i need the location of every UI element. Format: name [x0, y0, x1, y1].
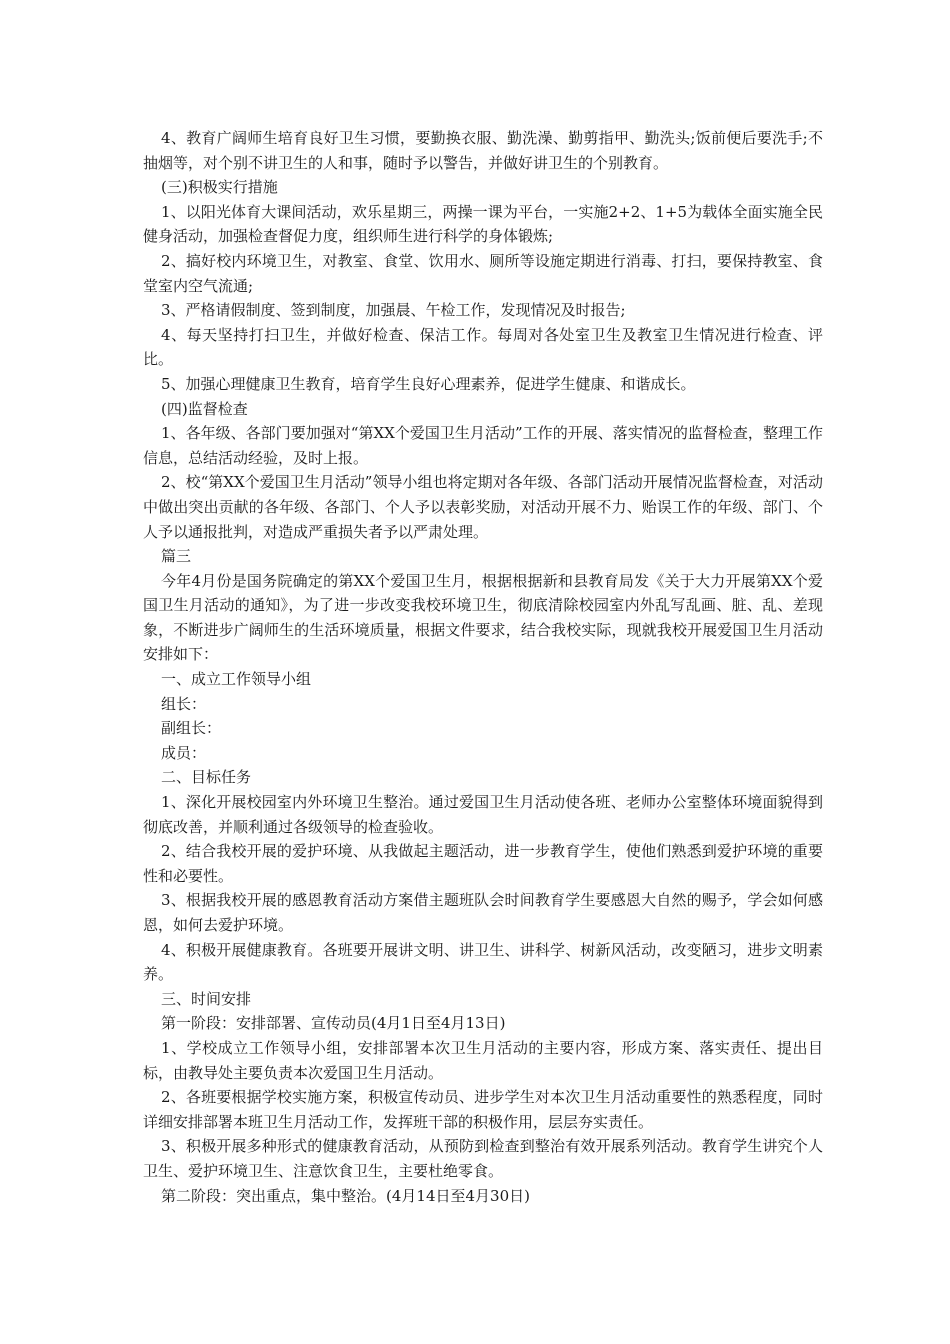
- role-line: 组长：: [161, 694, 207, 713]
- paragraph: 5、加强心理健康卫生教育，培育学生良好心理素养，促进学生健康、和谐成长。: [161, 374, 696, 393]
- role-line: 副组长：: [161, 719, 222, 738]
- paragraph: 1、学校成立工作领导小组，安排部署本次卫生月活动的主要内容，形成方案、落实责任、提出目标，由教导处主要负责本次爱国卫生月活动。: [143, 1038, 823, 1082]
- paragraph: 1、深化开展校园室内外环境卫生整治。通过爱国卫生月活动使各班、老师办公室整体环境面貌得到彻底改善，并顺利通过各级领导的检查验收。: [143, 793, 823, 836]
- role-line: 成员：: [161, 743, 207, 762]
- section-heading: 三、时间安排: [161, 989, 252, 1008]
- paragraph: 3、积极开展多种形式的健康教育活动，从预防到检查到整治有效开展系列活动。教育学生讲究个人卫生、爱护环境卫生、注意饮食卫生，主要杜绝零食。: [143, 1137, 823, 1180]
- part-heading: 篇三: [161, 547, 192, 566]
- paragraph: 3、严格请假制度、签到制度，加强晨、午检工作，发现情况及时报告;: [161, 301, 626, 320]
- section-heading: 一、成立工作领导小组: [161, 670, 312, 689]
- section-heading: 二、目标任务: [161, 768, 252, 787]
- paragraph: 2、校“第XX个爱国卫生月活动”领导小组也将定期对各年级、各部门活动开展情况监督检查，对活动中做出突出贡献的各年级、各部门、个人予以表彰奖励，对活动开展不力、贻误工作的年级、部门、个人予以通报批判，对造成严重损失者予以严肃处理。: [143, 473, 823, 541]
- paragraph: 2、结合我校开展的爱护环境、从我做起主题活动，进一步教育学生，使他们熟悉到爱护环境的重要性和必要性。: [143, 842, 823, 885]
- paragraph: 1、以阳光体育大课间活动，欢乐星期三，两操一课为平台，一实施2+2、1+5为载体全面实施全民健身活动，加强检查督促力度，组织师生进行科学的身体锻炼;: [143, 202, 823, 246]
- document-body: [143, 126, 823, 1208]
- paragraph: 4、积极开展健康教育。各班要开展讲文明、讲卫生、讲科学、树新风活动，改变陋习，进步文明素养。: [143, 940, 823, 984]
- paragraph: 3、根据我校开展的感恩教育活动方案借主题班队会时间教育学生要感恩大自然的赐予，学会如何感恩，如何去爱护环境。: [143, 891, 823, 934]
- section-heading: (四)监督检查: [161, 399, 248, 418]
- paragraph: 4、每天坚持打扫卫生，并做好检查、保洁工作。每周对各处室卫生及教室卫生情况进行检查、评比。: [143, 325, 823, 369]
- section-heading: (三)积极实行措施: [161, 178, 278, 197]
- paragraph: 4、教育广阔师生培育良好卫生习惯，要勤换衣服、勤洗澡、勤剪指甲、勤洗头;饭前便后要洗手;不抽烟等，对个别不讲卫生的人和事，随时予以警告，并做好讲卫生的个别教育。: [143, 129, 823, 172]
- paragraph: 2、各班要根据学校实施方案，积极宣传动员、进步学生对本次卫生月活动重要性的熟悉程度，同时详细安排部署本班卫生月活动工作，发挥班干部的积极作用，层层夯实责任。: [143, 1088, 823, 1131]
- stage-heading: 第一阶段：安排部署、宣传动员(4月1日至4月13日): [161, 1014, 506, 1033]
- stage-heading: 第二阶段：突出重点，集中整治。(4月14日至4月30日): [161, 1186, 530, 1205]
- paragraph: 1、各年级、各部门要加强对“第XX个爱国卫生月活动”工作的开展、落实情况的监督检查，整理工作信息，总结活动经验，及时上报。: [143, 424, 823, 467]
- paragraph: 2、搞好校内环境卫生，对教室、食堂、饮用水、厕所等设施定期进行消毒、打扫，要保持教室、食堂室内空气流通;: [143, 251, 823, 295]
- paragraph: 今年4月份是国务院确定的第XX个爱国卫生月，根据根据新和县教育局发《关于大力开展第XX个爱国卫生月活动的通知》，为了进一步改变我校环境卫生，彻底清除校园室内外乱写乱画、脏、乱、差现象，不断进步广阔师生的生活环境质量，根据文件要求，结合我校实际，现就我校开展爱国卫生月活动安排如下：: [143, 571, 823, 664]
